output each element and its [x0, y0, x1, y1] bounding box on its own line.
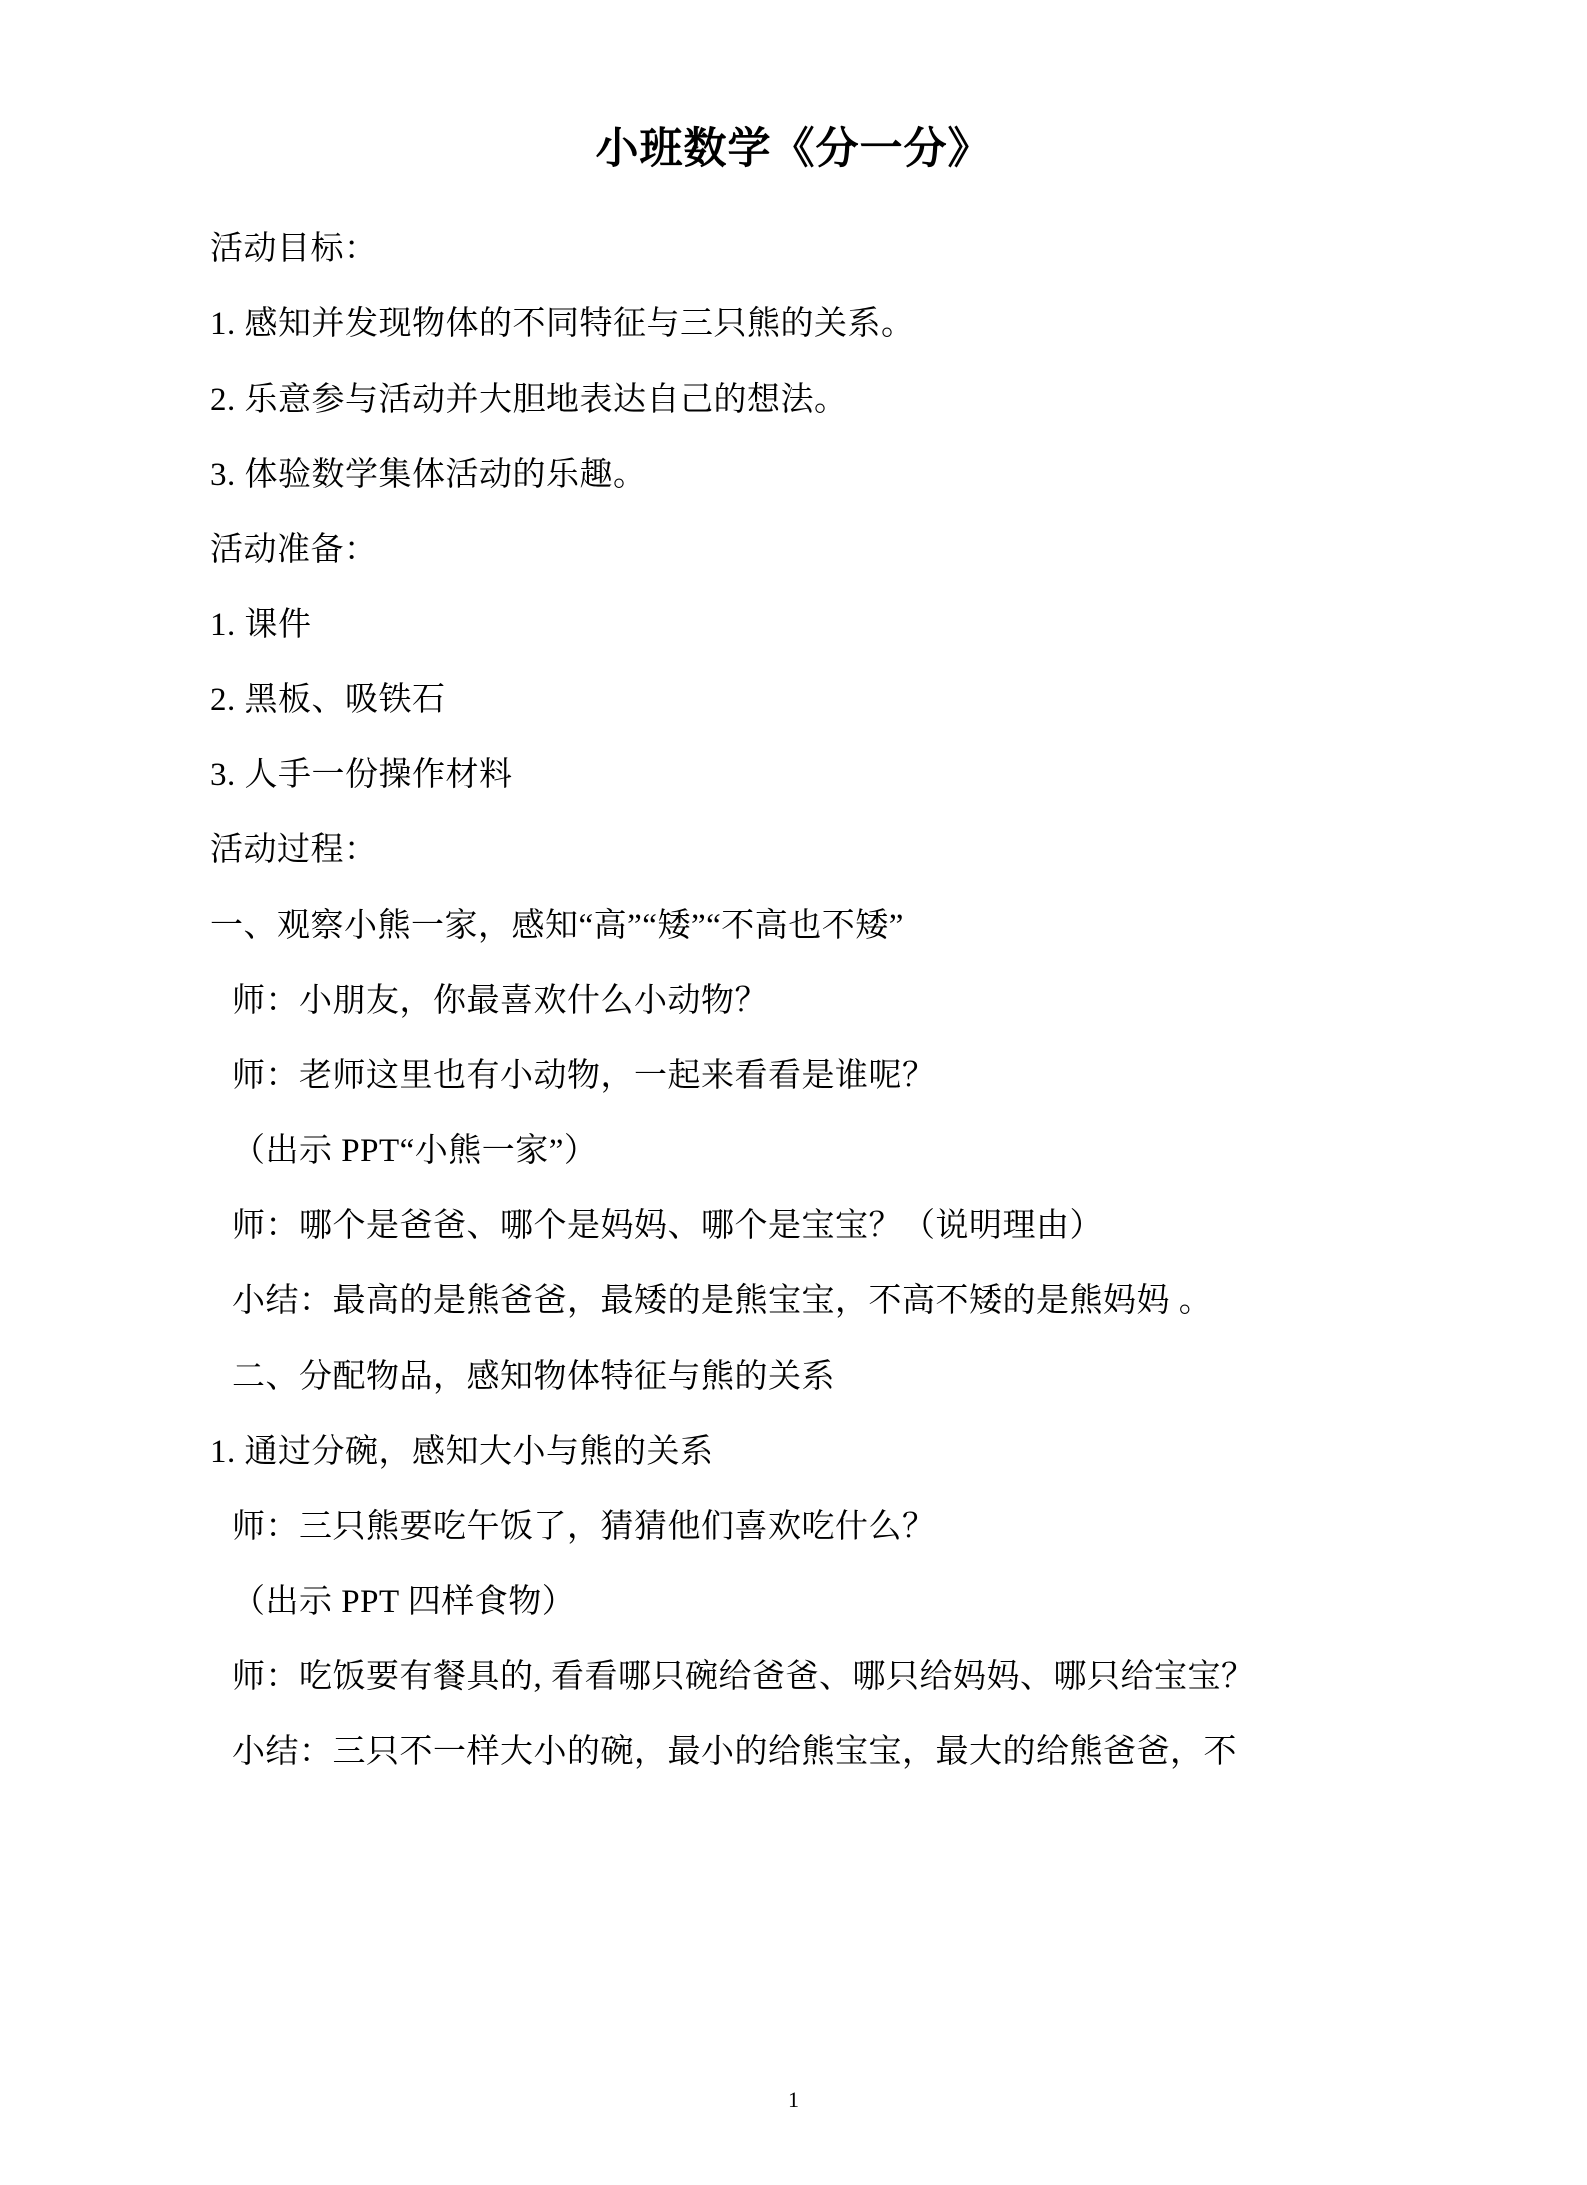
- paragraph-section-two-heading: 二、分配物品，感知物体特征与熊的关系: [232, 1358, 835, 1395]
- paragraph-prep-1: 1. 课件: [210, 606, 312, 643]
- paragraph-activity-process-heading: 活动过程：: [210, 832, 378, 869]
- paragraph-ppt-note-1: （出示 PPT“小熊一家”）: [232, 1133, 598, 1170]
- page-number: 1: [788, 2087, 799, 2112]
- paragraph-goal-2: 2. 乐意参与活动并大胆地表达自己的想法。: [210, 381, 848, 418]
- page-title: 小班数学《分一分》: [595, 126, 992, 173]
- paragraph-activity-prep-heading: 活动准备：: [210, 531, 378, 568]
- paragraph-activity-goals-heading: 活动目标：: [210, 231, 378, 268]
- paragraph-subsection-1: 1. 通过分碗，感知大小与熊的关系: [210, 1433, 714, 1470]
- paragraph-teacher-line-2: 师：老师这里也有小动物，一起来看看是谁呢？: [232, 1057, 936, 1094]
- paragraph-teacher-line-4: 师：三只熊要吃午饭了，猜猜他们喜欢吃什么？: [232, 1508, 936, 1545]
- paragraph-section-one-heading: 一、观察小熊一家，感知“高”“矮”“不高也不矮”: [210, 907, 904, 944]
- paragraph-summary-2: 小结：三只不一样大小的碗，最小的给熊宝宝，最大的给熊爸爸，不: [232, 1734, 1237, 1771]
- paragraph-teacher-line-1: 师：小朋友，你最喜欢什么小动物？: [232, 982, 768, 1019]
- paragraph-teacher-line-3: 师：哪个是爸爸、哪个是妈妈、哪个是宝宝？（说明理由）: [232, 1208, 1103, 1245]
- paragraph-goal-3: 3. 体验数学集体活动的乐趣。: [210, 456, 647, 493]
- paragraph-ppt-note-2: （出示 PPT 四样食物）: [232, 1584, 576, 1620]
- paragraph-prep-3: 3. 人手一份操作材料: [210, 757, 513, 794]
- paragraph-prep-2: 2. 黑板、吸铁石: [210, 682, 446, 719]
- paragraph-summary-1: 小结：最高的是熊爸爸，最矮的是熊宝宝，不高不矮的是熊妈妈 。: [232, 1283, 1213, 1320]
- paragraph-teacher-line-5: 师：吃饭要有餐具的, 看看哪只碗给爸爸、哪只给妈妈、哪只给宝宝？: [232, 1659, 1255, 1696]
- paragraph-goal-1: 1. 感知并发现物体的不同特征与三只熊的关系。: [210, 306, 915, 343]
